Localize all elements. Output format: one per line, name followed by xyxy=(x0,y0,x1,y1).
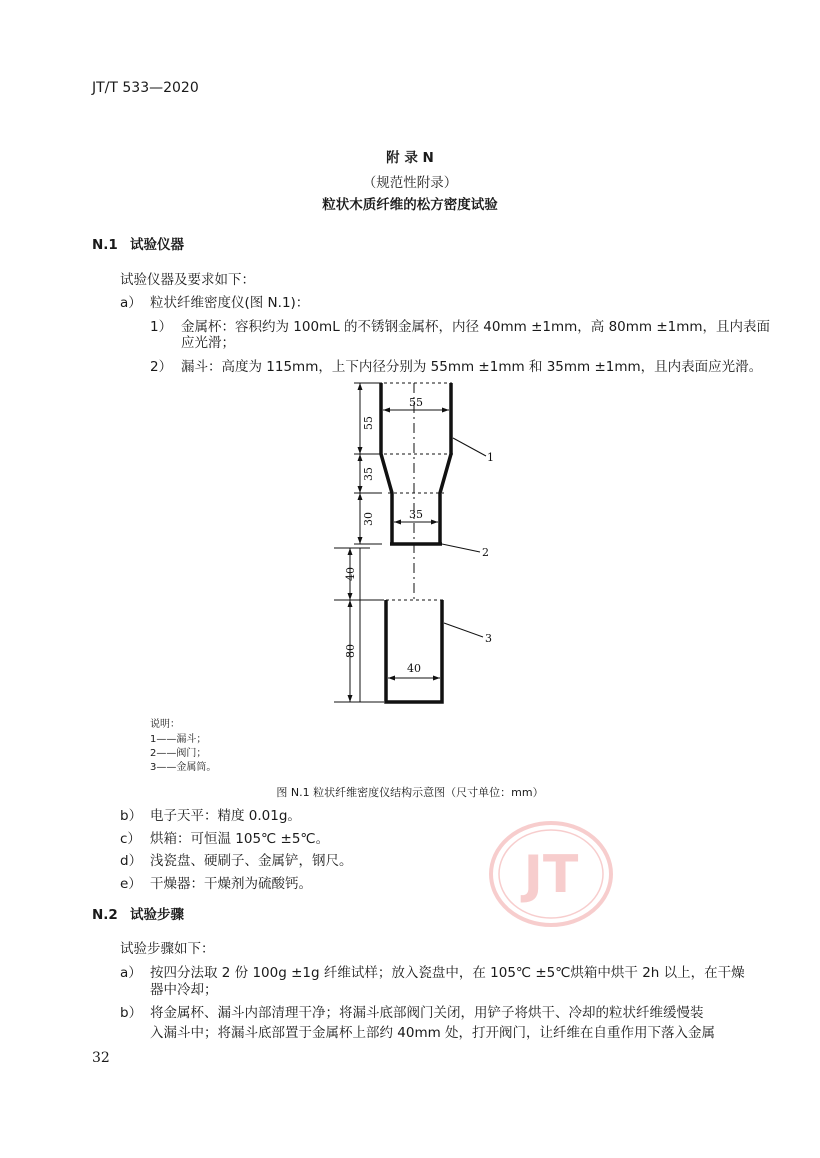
page-number: 32 xyxy=(92,1050,110,1066)
callout-2: 2 xyxy=(482,546,489,559)
item-mark: b） xyxy=(120,1005,143,1021)
figure-caption: 图 N.1 粒状纤维密度仪结构示意图（尺寸单位：mm） xyxy=(276,786,544,799)
dimension-label-35-width: 35 xyxy=(409,508,423,521)
subitem-mark: 1） xyxy=(150,319,173,335)
metal-cup xyxy=(386,600,442,702)
appendix-name: 粒状木质纤维的松方密度试验 xyxy=(322,197,498,213)
item-text: 烘箱：可恒温 105℃ ±5℃。 xyxy=(150,831,330,847)
item-mark: a） xyxy=(120,295,142,311)
section-intro: 试验步骤如下： xyxy=(120,941,215,957)
legend-item: 2——阀门； xyxy=(150,748,207,759)
watermark-text: JT xyxy=(523,845,579,905)
dimension-label-40-width: 40 xyxy=(407,662,421,675)
item-mark: a） xyxy=(120,965,142,981)
legend-item: 3——金属筒。 xyxy=(150,762,217,773)
appendix-title: 附 录 N xyxy=(386,150,434,166)
item-mark: e） xyxy=(120,876,142,892)
jt-watermark-logo xyxy=(488,820,614,928)
item-mark: d） xyxy=(120,853,143,869)
dimension-label-55-width: 55 xyxy=(409,396,423,409)
dimension-label-35-height: 35 xyxy=(362,467,375,481)
item-mark: b） xyxy=(120,808,143,824)
item-text-continued: 入漏斗中；将漏斗底部置于金属杯上部约 40mm 处，打开阀门，让纤维在自重作用下落入金属 xyxy=(150,1025,716,1041)
funnel-wall-right xyxy=(440,383,451,544)
dimension-label-30-height: 30 xyxy=(362,512,375,526)
item-text-continued: 器中冷却； xyxy=(150,982,218,998)
funnel-wall-left xyxy=(381,383,392,544)
doc-code: JT/T 533—2020 xyxy=(92,80,199,96)
item-text: 粒状纤维密度仪(图 N.1)： xyxy=(150,295,310,311)
dimension-label-55-height: 55 xyxy=(362,416,375,430)
subitem-text: 金属杯：容积约为 100mL 的不锈钢金属杯，内径 40mm ±1mm，高 80mm ±1mm，且内表面 xyxy=(181,319,771,335)
subitem-mark: 2） xyxy=(150,359,173,375)
density-apparatus-diagram xyxy=(320,378,520,713)
item-text: 将金属杯、漏斗内部清理干净；将漏斗底部阀门关闭，用铲子将烘干、冷却的粒状纤维缓慢装 xyxy=(150,1005,704,1021)
section-title: 试验步骤 xyxy=(130,907,184,923)
section-number: N.1 xyxy=(92,237,118,253)
item-text: 电子天平：精度 0.01g。 xyxy=(150,808,301,824)
section-intro: 试验仪器及要求如下： xyxy=(120,272,255,288)
item-text: 浅瓷盘、硬刷子、金属铲，钢尺。 xyxy=(150,853,353,869)
dimension-label-40-height: 40 xyxy=(344,567,357,581)
subitem-text: 漏斗：高度为 115mm，上下内径分别为 55mm ±1mm 和 35mm ±1mm，且内表面应光滑。 xyxy=(181,359,763,375)
section-title: 试验仪器 xyxy=(130,237,184,253)
item-mark: c） xyxy=(120,831,141,847)
legend-item: 1——漏斗； xyxy=(150,734,207,745)
item-text: 干燥器：干燥剂为硫酸钙。 xyxy=(150,876,312,892)
dimension-label-80-height: 80 xyxy=(344,644,357,658)
legend-title: 说明： xyxy=(150,719,180,730)
section-number: N.2 xyxy=(92,907,118,923)
appendix-subtitle: （规范性附录） xyxy=(362,175,458,191)
item-text: 按四分法取 2 份 100g ±1g 纤维试样；放入瓷盘中，在 105℃ ±5℃烘箱中烘干 2h 以上，在干燥 xyxy=(150,965,745,981)
callout-1: 1 xyxy=(487,451,494,464)
callout-3: 3 xyxy=(485,632,492,645)
subitem-text-continued: 应光滑； xyxy=(181,335,235,351)
